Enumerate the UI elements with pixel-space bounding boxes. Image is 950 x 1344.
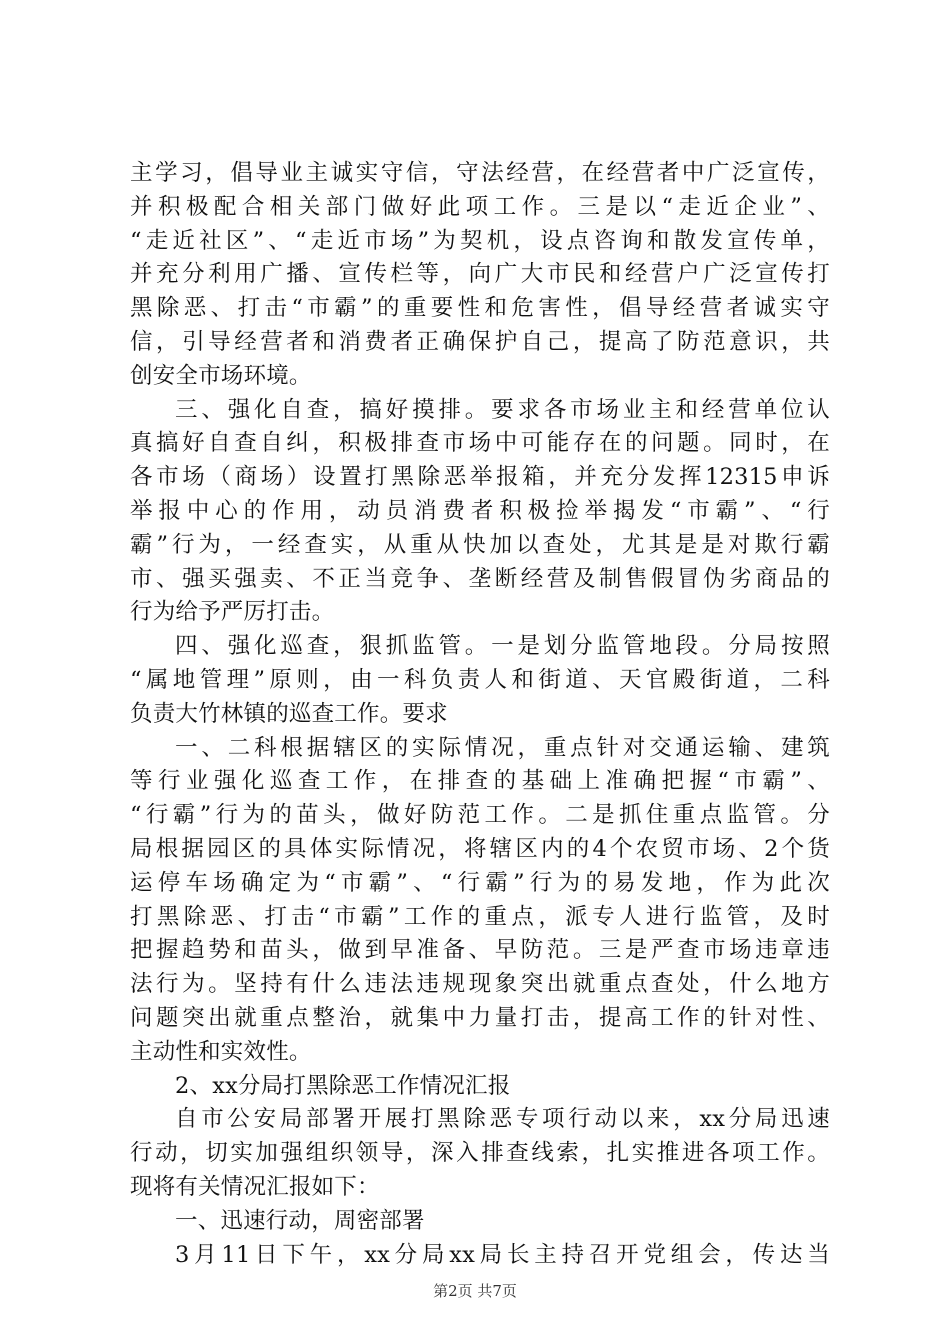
text-line: 一、二科根据辖区的实际情况，重点针对交通运输、建筑: [175, 734, 830, 761]
text-line: “属地管理”原则，由一科负责人和街道、天官殿街道，二科: [130, 666, 830, 693]
text-line: 打黑除恶、打击“市霸”工作的重点，派专人进行监管，及时: [130, 903, 830, 930]
document-body: [130, 157, 830, 1272]
text-line: 运停车场确定为“市霸”、“行霸”行为的易发地，作为此次: [130, 869, 830, 896]
text-line: 一、迅速行动，周密部署: [175, 1207, 425, 1234]
text-line: 三、强化自查，搞好摸排。要求各市场业主和经营单位认: [175, 396, 830, 423]
text-line: 创安全市场环境。: [130, 362, 312, 389]
text-line: 霸”行为，一经查实，从重从快加以查处，尤其是是对欺行霸: [130, 531, 830, 558]
text-line: 各市场（商场）设置打黑除恶举报箱，并充分发挥12315申诉: [130, 464, 830, 491]
text-line: 行动，切实加强组织领导，深入排查线索，扎实推进各项工作。: [130, 1140, 830, 1167]
text-line: 主学习，倡导业主诚实守信，守法经营，在经营者中广泛宣传，: [130, 160, 830, 186]
text-line: 行为给予严厉打击。: [130, 599, 335, 626]
text-line: 2、xx分局打黑除恶工作情况汇报: [175, 1072, 511, 1099]
text-line: 真搞好自查自纠，积极排查市场中可能存在的问题。同时，在: [130, 430, 830, 457]
text-line: 市、强买强卖、不正当竞争、垄断经营及制售假冒伪劣商品的: [130, 565, 830, 592]
text-line: 问题突出就重点整治，就集中力量打击，提高工作的针对性、: [130, 1004, 830, 1031]
text-line: 主动性和实效性。: [130, 1038, 312, 1065]
text-line: “行霸”行为的苗头，做好防范工作。二是抓住重点监管。分: [130, 802, 830, 829]
text-line: 四、强化巡查，狠抓监管。一是划分监管地段。分局按照: [175, 633, 830, 660]
text-line: 自市公安局部署开展打黑除恶专项行动以来，xx分局迅速: [175, 1106, 830, 1133]
text-line: 黑除恶、打击“市霸”的重要性和危害性，倡导经营者诚实守: [130, 295, 830, 322]
text-line: “走近社区”、“走近市场”为契机，设点咨询和散发宣传单，: [130, 227, 830, 254]
text-line: 局根据园区的具体实际情况，将辖区内的4个农贸市场、2个货: [130, 835, 830, 862]
text-line: 并积极配合相关部门做好此项工作。三是以“走近企业”、: [130, 193, 830, 220]
text-line: 信，引导经营者和消费者正确保护自己，提高了防范意识，共: [130, 328, 830, 355]
text-line: 负责大竹林镇的巡查工作。要求: [130, 700, 448, 727]
text-line: 法行为。坚持有什么违法违规现象突出就重点查处，什么地方: [130, 971, 830, 998]
text-line: 举报中心的作用，动员消费者积极捡举揭发“市霸”、“行: [130, 497, 830, 524]
text-line: 并充分利用广播、宣传栏等，向广大市民和经营户广泛宣传打: [130, 261, 830, 288]
page-footer: 第2页 共7页: [433, 1282, 517, 1300]
text-line: 现将有关情况汇报如下：: [130, 1173, 380, 1200]
text-line: 把握趋势和苗头，做到早准备、早防范。三是严查市场违章违: [130, 937, 830, 964]
text-line: 等行业强化巡查工作，在排查的基础上准确把握“市霸”、: [130, 768, 830, 795]
text-line: 3月11日下午，xx分局xx局长主持召开党组会，传达当: [175, 1241, 830, 1268]
